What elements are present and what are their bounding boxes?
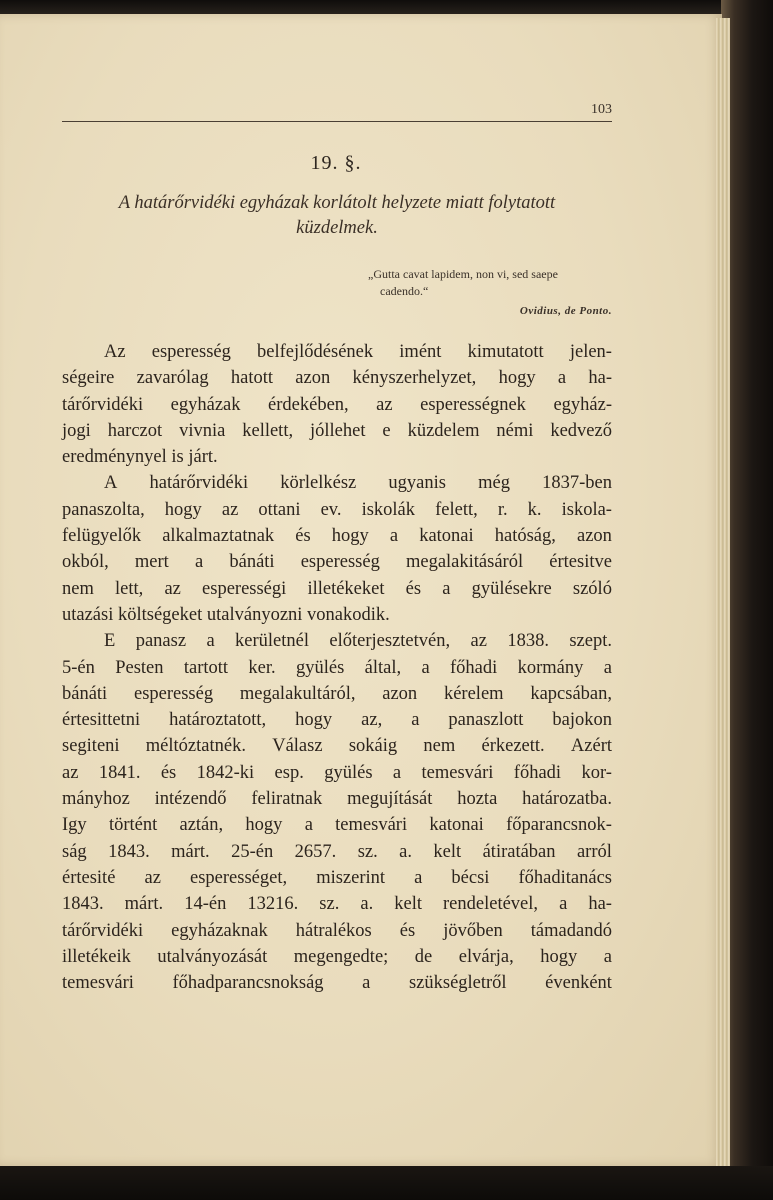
text-line: mányhoz intézendő feliratnak megujítását hozta határozatba. — [62, 789, 612, 810]
text-line: Igy történt aztán, hogy a temesvári katonai főparancsnok- — [62, 815, 612, 836]
text-line: az 1841. és 1842-ki esp. gyülés a temesvári főhadi kor- — [62, 762, 612, 783]
text-line: E panasz a kerületnél előterjesztetvén, az 1838. szept. — [104, 631, 612, 652]
paragraph — [62, 470, 612, 628]
text-line: 5-én Pesten tartott ker. gyülés által, a főhadi kormány a — [62, 657, 612, 678]
text-line: felügyelők alkalmaztatnak és hogy a katonai hatóság, azon — [62, 526, 612, 547]
paragraph — [62, 628, 612, 996]
text-line: ségeire zavarólag hatott azon kényszerhelyzet, hogy a ha- — [62, 368, 612, 389]
section-title-line: A határőrvidéki egyházak korlátolt helyzete miatt folytatott — [118, 193, 556, 213]
text-line: jogi harczot vivnia kellett, jóllehet e küzdelem némi kedvező — [62, 420, 612, 441]
text-line: tárőrvidéki egyházaknak hátralékos és jövőben támadandó — [62, 920, 612, 941]
epigraph-quote-line: cadendo.“ — [380, 284, 429, 298]
epigraph — [362, 266, 612, 320]
epigraph-quote-line: „Gutta cavat lapidem, non vi, sed saepe — [368, 267, 558, 281]
text-line: bánáti esperesség megalakultáról, azon kérelem kapcsában, — [62, 683, 612, 704]
text-line: nem lett, az esperességi illetékeket és a gyülésekre szóló — [62, 578, 612, 599]
text-line: utazási költségeket utalványozni vonakodik. — [62, 604, 390, 625]
section-title — [62, 191, 612, 241]
epigraph-quote — [362, 266, 612, 300]
epigraph-attribution: Ovidius, de Ponto. — [519, 305, 612, 317]
text-line: tárőrvidéki egyházak érdekében, az esperességnek egyház- — [62, 394, 612, 415]
body-text — [62, 339, 612, 996]
section-title-line: küzdelmek. — [296, 218, 378, 238]
text-line: illetékeik utalványozását megengedte; de elvárja, hogy a — [62, 946, 612, 967]
text-line: temesvári főhadparancsnokság a szükségletről évenként — [62, 973, 612, 994]
text-line: segiteni méltóztatnék. Válasz sokáig nem érkezett. Azért — [62, 736, 612, 757]
paragraph — [62, 339, 612, 470]
text-line: értesité az esperességet, miszerint a bécsi főhaditanács — [62, 867, 612, 888]
text-line: 1843. márt. 14-én 13216. sz. a. kelt rendeletével, a ha- — [62, 894, 612, 915]
text-line: Az esperesség belfejlődésének imént kimutatott jelen- — [104, 342, 612, 362]
text-line: ság 1843. márt. 25-én 2657. sz. a. kelt átiratában arról — [62, 841, 612, 862]
text-line: A határőrvidéki körlelkész ugyanis még 1837-ben — [104, 473, 612, 494]
text-line: értesittetni határoztatott, hogy az, a panaszlott bajokon — [62, 710, 612, 731]
text-line: panaszolta, hogy az ottani ev. iskolák felett, r. k. iskola- — [62, 499, 612, 520]
text-line: eredménynyel is járt. — [62, 447, 218, 468]
scan-background-bottom — [0, 1166, 773, 1200]
page-stack-edge — [716, 18, 730, 1168]
page-number: 103 — [591, 102, 612, 117]
text-line: okból, mert a bánáti esperesség megalakitásáról értesitve — [62, 552, 612, 573]
section-number: 19. §. — [310, 152, 362, 174]
header-rule — [62, 121, 612, 122]
